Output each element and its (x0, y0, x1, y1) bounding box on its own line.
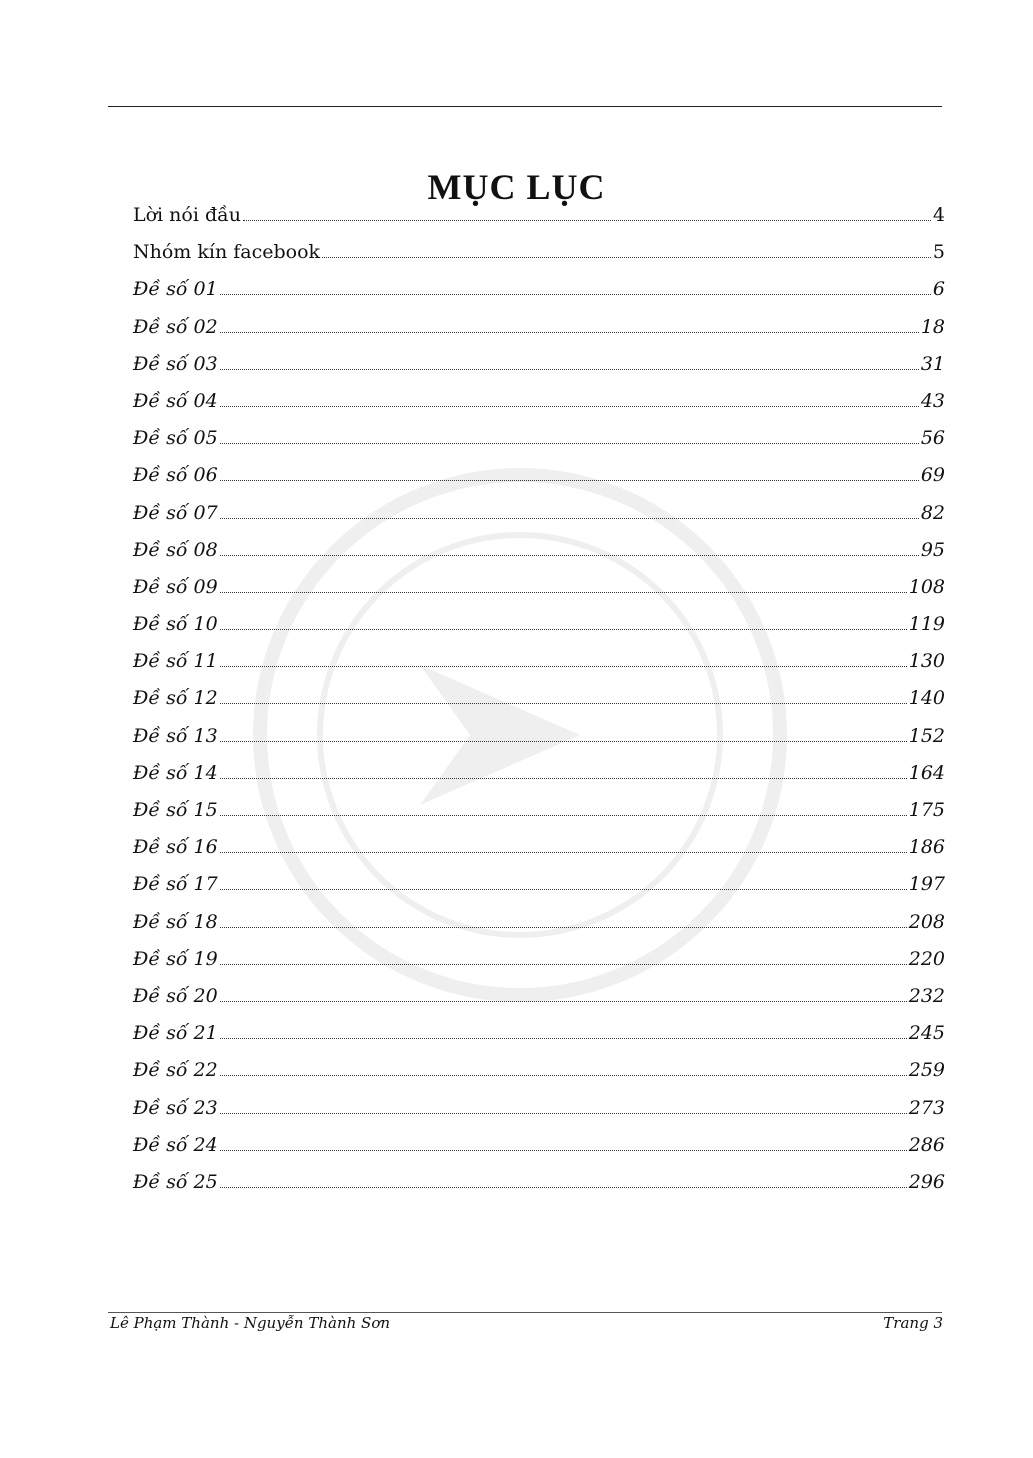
toc-dot-leader (220, 406, 919, 407)
toc-dot-leader (220, 815, 907, 816)
toc-entry-label: Đề số 20 (133, 984, 218, 1007)
toc-entry-page-number: 296 (908, 1170, 945, 1193)
toc-entry[interactable] (133, 383, 945, 420)
toc-entry-page-number: 286 (908, 1133, 945, 1156)
toc-dot-leader (220, 778, 907, 779)
toc-dot-leader (322, 257, 931, 258)
toc-entry-page-number: 208 (908, 910, 945, 933)
toc-entry[interactable] (133, 1164, 945, 1201)
toc-dot-leader (220, 703, 907, 704)
toc-entry-page-number: 69 (920, 464, 945, 487)
toc-entry-label: Đề số 07 (133, 501, 218, 524)
toc-dot-leader (220, 852, 907, 853)
toc-entry-label: Đề số 19 (133, 947, 218, 970)
toc-entry-label: Đề số 09 (133, 575, 218, 598)
header-rule (108, 106, 942, 107)
toc-entry-page-number: 56 (920, 427, 945, 450)
toc-entry[interactable] (133, 495, 945, 532)
toc-entry-page-number: 140 (908, 687, 945, 710)
toc-entry[interactable] (133, 1052, 945, 1089)
toc-entry[interactable] (133, 309, 945, 346)
toc-dot-leader (220, 1001, 907, 1002)
toc-entry[interactable] (133, 643, 945, 680)
toc-entry-label: Đề số 25 (133, 1170, 218, 1193)
toc-entry[interactable] (133, 866, 945, 903)
toc-dot-leader (243, 220, 931, 221)
toc-entry[interactable] (133, 420, 945, 457)
toc-entry[interactable] (133, 792, 945, 829)
toc-entry-label: Đề số 23 (133, 1096, 218, 1119)
toc-entry-label: Đề số 02 (133, 315, 218, 338)
toc-dot-leader (220, 555, 919, 556)
toc-entry-page-number: 259 (908, 1059, 945, 1082)
toc-entry-label: Đề số 13 (133, 724, 218, 747)
toc-entry-page-number: 18 (920, 315, 945, 338)
toc-entry-page-number: 245 (908, 1022, 945, 1045)
toc-dot-leader (220, 629, 907, 630)
toc-entry-label: Nhóm kín facebook (133, 241, 321, 264)
toc-dot-leader (220, 518, 919, 519)
toc-entry[interactable] (133, 1090, 945, 1127)
toc-entry-page-number: 95 (920, 538, 945, 561)
footer-page-number: Trang 3 (883, 1314, 943, 1332)
toc-entry[interactable] (133, 1127, 945, 1164)
toc-dot-leader (220, 294, 931, 295)
toc-entry-label: Đề số 17 (133, 873, 218, 896)
toc-dot-leader (220, 964, 907, 965)
toc-entry[interactable] (133, 978, 945, 1015)
toc-entry[interactable] (133, 680, 945, 717)
toc-entry-label: Đề số 04 (133, 389, 218, 412)
table-of-contents (133, 197, 945, 1201)
toc-entry[interactable] (133, 755, 945, 792)
toc-dot-leader (220, 666, 907, 667)
toc-entry-page-number: 164 (908, 761, 945, 784)
toc-entry-page-number: 273 (908, 1096, 945, 1119)
toc-entry-label: Lời nói đầu (133, 204, 242, 226)
toc-entry[interactable] (133, 197, 945, 234)
toc-dot-leader (220, 1187, 907, 1188)
toc-entry-label: Đề số 03 (133, 352, 218, 375)
toc-dot-leader (220, 332, 919, 333)
toc-dot-leader (220, 592, 907, 593)
toc-entry-page-number: 130 (908, 650, 945, 673)
toc-entry-label: Đề số 12 (133, 687, 218, 710)
toc-dot-leader (220, 1075, 907, 1076)
toc-dot-leader (220, 480, 919, 481)
toc-entry-label: Đề số 24 (133, 1133, 218, 1156)
toc-entry[interactable] (133, 234, 945, 271)
toc-entry-label: Đề số 15 (133, 799, 218, 821)
toc-dot-leader (220, 889, 907, 890)
toc-entry-page-number: 31 (920, 352, 945, 375)
toc-entry-label: Đề số 08 (133, 538, 218, 561)
toc-entry-page-number: 119 (908, 613, 945, 636)
toc-entry[interactable] (133, 941, 945, 978)
footer-authors: Lê Phạm Thành - Nguyễn Thành Sơn (110, 1314, 391, 1332)
toc-entry-label: Đề số 10 (133, 613, 218, 636)
toc-entry[interactable] (133, 829, 945, 866)
toc-entry-page-number: 108 (908, 575, 945, 598)
toc-entry-label: Đề số 22 (133, 1059, 218, 1082)
toc-entry-label: Đề số 18 (133, 910, 218, 933)
toc-entry-label: Đề số 21 (133, 1022, 218, 1045)
toc-entry-label: Đề số 06 (133, 464, 218, 487)
page-title: MỤC LỤC (427, 167, 606, 208)
toc-dot-leader (220, 1038, 907, 1039)
toc-dot-leader (220, 369, 919, 370)
toc-entry-label: Đề số 05 (133, 427, 218, 450)
toc-entry-page-number: 197 (908, 873, 945, 896)
toc-entry-label: Đề số 16 (133, 836, 218, 859)
toc-entry[interactable] (133, 532, 945, 569)
toc-entry-page-number: 4 (932, 204, 945, 226)
toc-entry-page-number: 82 (920, 501, 945, 524)
toc-entry[interactable] (133, 718, 945, 755)
toc-dot-leader (220, 1150, 907, 1151)
toc-entry-page-number: 186 (908, 836, 945, 859)
toc-entry-page-number: 152 (908, 724, 945, 747)
toc-entry-page-number: 175 (908, 799, 945, 821)
toc-entry-label: Đề số 01 (133, 278, 218, 301)
toc-dot-leader (220, 1113, 907, 1114)
toc-entry[interactable] (133, 904, 945, 941)
toc-entry-page-number: 6 (932, 278, 945, 301)
toc-entry[interactable] (133, 271, 945, 308)
toc-dot-leader (220, 443, 919, 444)
toc-entry-label: Đề số 14 (133, 761, 218, 784)
toc-dot-leader (220, 927, 907, 928)
toc-entry-page-number: 43 (920, 389, 945, 412)
toc-entry-page-number: 232 (908, 984, 945, 1007)
toc-entry-page-number: 220 (908, 947, 945, 970)
toc-dot-leader (220, 741, 907, 742)
toc-entry[interactable] (133, 346, 945, 383)
toc-entry[interactable] (133, 457, 945, 494)
toc-entry[interactable] (133, 1015, 945, 1052)
footer-rule (108, 1312, 942, 1313)
toc-entry[interactable] (133, 606, 945, 643)
toc-entry[interactable] (133, 569, 945, 606)
toc-entry-label: Đề số 11 (133, 650, 218, 673)
toc-entry-page-number: 5 (932, 241, 945, 264)
